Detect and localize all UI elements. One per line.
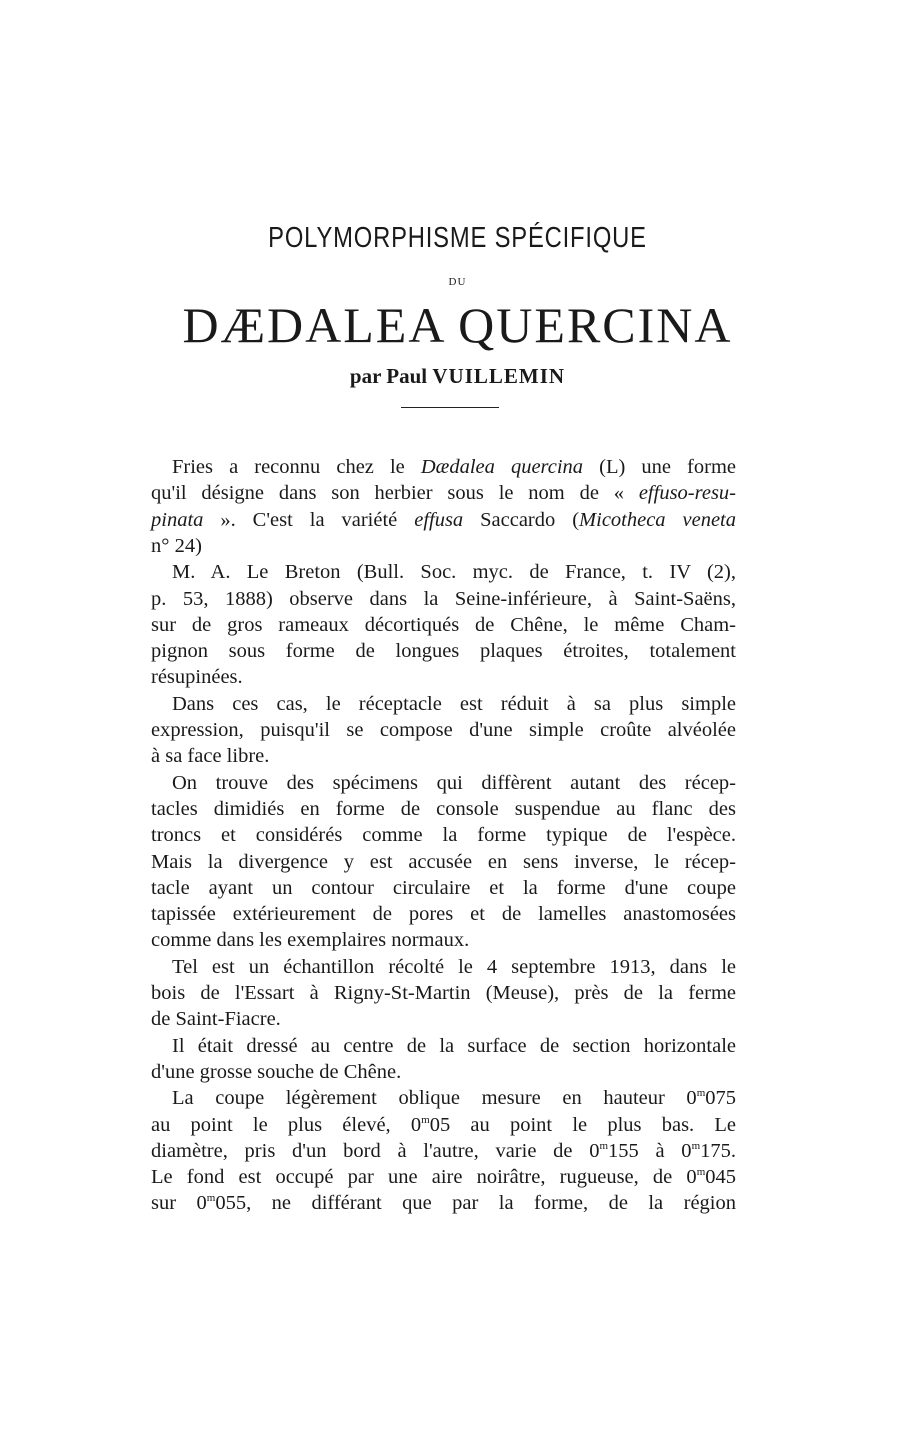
text-line [151,1112,736,1138]
author-line [0,364,915,389]
text-span: (L) une forme [583,456,737,478]
superscript: m [691,1139,701,1152]
text-span: n° 24) [151,534,202,557]
text-span: diamètre, pris d'un bord à l'autre, varie de 0 [151,1139,600,1162]
superscript: m [421,1113,430,1126]
text-line [151,980,736,1006]
text-line [151,849,736,875]
text-span: tacle ayant un contour circulaire et la forme d'une coupe [151,876,736,899]
text-line [151,743,736,769]
superscript: m [696,1166,706,1179]
text-line [151,796,736,822]
text-span: p. 53, 1888) observe dans la Seine-inférieure, à Saint-Saëns, [151,587,736,610]
text-line [151,533,736,559]
italic-span: Micotheca veneta [579,508,737,531]
superscript: m [696,1087,706,1100]
article-title: DÆDALEA QUERCINA [182,297,733,353]
text-span: à sa face libre. [151,745,270,768]
text-span: 175. [700,1139,736,1162]
superscript: m [599,1139,609,1152]
text-span: qu'il désigne dans son herbier sous le nom de « [151,482,639,505]
text-line [151,822,736,848]
text-span: Saccardo ( [463,508,580,531]
title-divider [401,407,499,408]
text-line [172,691,736,717]
text-line [172,954,736,980]
text-span: sur de gros rameaux décortiqués de Chêne, le même Cham- [151,613,736,636]
text-span: 055, ne différant que par la forme, de la région [215,1192,736,1215]
text-span: bois de l'Essart à Rigny-St-Martin (Meuse), près de la ferme [151,982,736,1004]
text-span: troncs et considérés comme la forme typique de l'espèce. [151,824,736,847]
text-line [151,1059,736,1085]
text-line [151,638,736,664]
title-connector: DU [448,276,467,288]
text-span: 075 [705,1087,736,1110]
text-line [151,507,736,533]
author-name: VUILLEMIN [432,364,566,388]
text-line [172,1085,736,1111]
italic-span: effuso-resu- [638,482,736,505]
text-line [172,770,736,796]
text-span: On trouve des spécimens qui diffèrent autant des récep- [172,771,736,794]
text-span: d'une grosse souche de Chêne. [151,1060,402,1083]
text-line [151,1138,736,1164]
text-span: Tel est un échantillon récolté le 4 septembre 1913, dans le [172,955,736,978]
text-line [151,927,736,953]
text-span: expression, puisqu'il se compose d'une simple croûte alvéolée [151,719,736,741]
superscript: m [206,1192,216,1205]
text-line [151,875,736,901]
text-span: 155 à 0 [608,1139,692,1162]
text-span: 045 [705,1166,736,1189]
text-span: tacles dimidiés en forme de console suspendue au flanc des [151,797,736,820]
text-span: résupinées. [151,666,243,689]
text-span: de Saint-Fiacre. [151,1008,281,1031]
text-span: Dans ces cas, le réceptacle est réduit à sa plus simple [172,692,736,715]
text-line [151,480,736,506]
text-line [151,1190,736,1216]
text-line [151,612,736,638]
text-line [151,1164,736,1190]
text-line [151,586,736,612]
italic-span: Dædalea quercina [420,456,584,478]
text-span: au point le plus élevé, 0 [151,1113,422,1136]
text-span: ». C'est la variété [203,508,415,531]
text-span: tapissée extérieurement de pores et de lamelles anastomosées [151,903,736,926]
text-span: Fries a reconnu chez le [172,456,421,478]
author-prefix: par Paul [349,364,428,388]
text-span: Le fond est occupé par une aire noirâtre, rugueuse, de 0 [151,1166,697,1189]
text-line [151,717,736,743]
text-span: Il était dressé au centre de la surface de section horizontale [172,1034,736,1057]
article-supertitle: POLYMORPHISME SPÉCIFIQUE [268,222,647,254]
text-span: M. A. Le Breton (Bull. Soc. myc. de France, t. IV (2), [172,561,736,584]
text-span: pignon sous forme de longues plaques étroites, totalement [151,640,736,663]
text-line [151,664,736,690]
text-span: comme dans les exemplaires normaux. [151,929,470,952]
text-span: sur 0 [151,1192,207,1215]
text-span: Mais la divergence y est accusée en sens inverse, le récep- [151,850,736,873]
italic-span: pinata [151,508,204,531]
text-span: La coupe légèrement oblique mesure en hauteur 0 [172,1087,697,1110]
text-line [151,1006,736,1032]
text-line [172,559,736,585]
text-line [151,901,736,927]
italic-span: effusa [414,508,464,531]
text-span: 05 au point le plus bas. Le [429,1113,737,1136]
text-line [172,1033,736,1059]
text-line [172,454,736,480]
